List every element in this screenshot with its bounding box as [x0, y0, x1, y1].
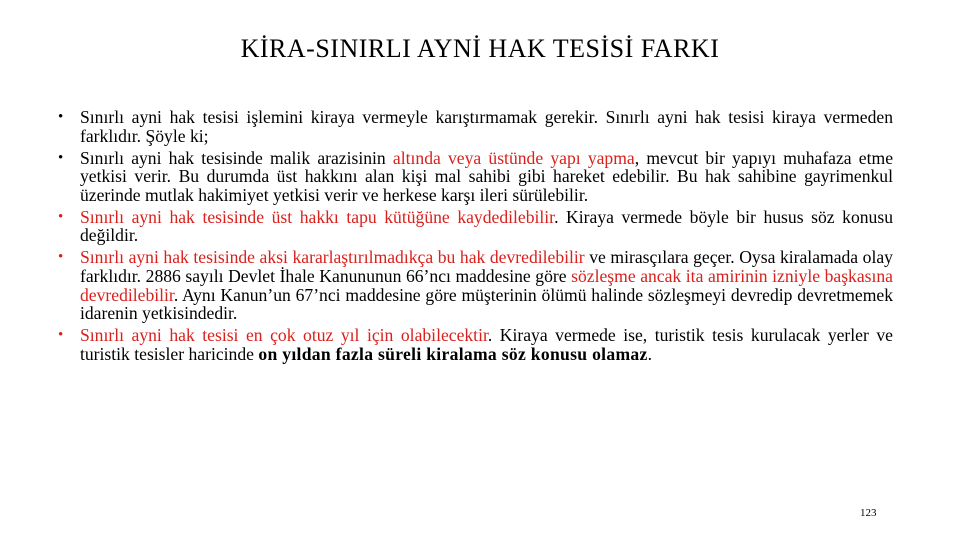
highlighted-text: Sınırlı ayni hak tesisi en çok otuz yıl için olabilecektir [80, 325, 488, 346]
bullet-text: Sınırlı ayni hak tesisinde malik arazisinin [80, 147, 393, 168]
bullet-marker: • [58, 109, 64, 125]
slide-title: KİRA-SINIRLI AYNİ HAK TESİSİ FARKI [240, 34, 720, 63]
highlighted-text: altında veya üstünde yapı yapma [392, 147, 635, 168]
bullet-marker: • [58, 327, 64, 344]
bullet-text: . Aynı Kanun’un 67’nci maddesine göre müşterinin ölümü halinde sözleşmeyi devredip devretmemek idarenin yetkisindedir. [80, 284, 893, 324]
page-number: 123 [860, 507, 877, 519]
bullet-marker: • [58, 149, 64, 166]
bullet-item [58, 149, 893, 205]
bullet-list [58, 108, 893, 367]
bullet-marker: • [58, 249, 64, 266]
bullet-text: Sınırlı ayni hak tesisi işlemini kiraya vermeyle karıştırmamak gerekir. Sınırlı ayni hak tesisi kiraya vermeden farklıdır. Şöyle ki; [80, 107, 893, 146]
highlighted-text: Sınırlı ayni hak tesisinde üst hakkı tapu kütüğüne kaydedilebilir [80, 206, 555, 227]
bullet-item [58, 326, 893, 363]
bullet-marker: • [58, 208, 64, 225]
bullet-text: , mevcut bir yapıyı muhafaza etme yetkisi verir. Bu durumda üst hakkını alan kişi mal sahibi gibi hareket edebilir. Bu hak sahibine gayrimenkul üzerinde mutlak hakimiyet yetkisi verir ve herkese karşı ileri sürülebilir. [80, 147, 893, 205]
bullet-text: . Kiraya vermede böyle bir husus söz konusu değildir. [80, 206, 894, 246]
bullet-item [58, 248, 893, 322]
bullet-text: ve mirasçılara geçer. Oysa kiralamada olay farklıdır. 2886 sayılı Devlet İhale Kanununun 66’ncı maddesine göre [80, 247, 893, 286]
bullet-item [58, 208, 893, 245]
highlighted-text: Sınırlı ayni hak tesisinde aksi kararlaştırılmadıkça bu hak devredilebilir [80, 247, 585, 268]
bullet-text: . [647, 343, 653, 364]
emphasized-text: on yıldan fazla süreli kiralama söz konusu olamaz [258, 343, 648, 364]
bullet-text: . Kiraya vermede ise, turistik tesis kurulacak yerler ve turistik tesisler haricinde [80, 325, 893, 364]
bullet-item [58, 108, 893, 145]
highlighted-text: sözleşme ancak ita amirinin izniyle başkasına devredilebilir [80, 265, 893, 305]
